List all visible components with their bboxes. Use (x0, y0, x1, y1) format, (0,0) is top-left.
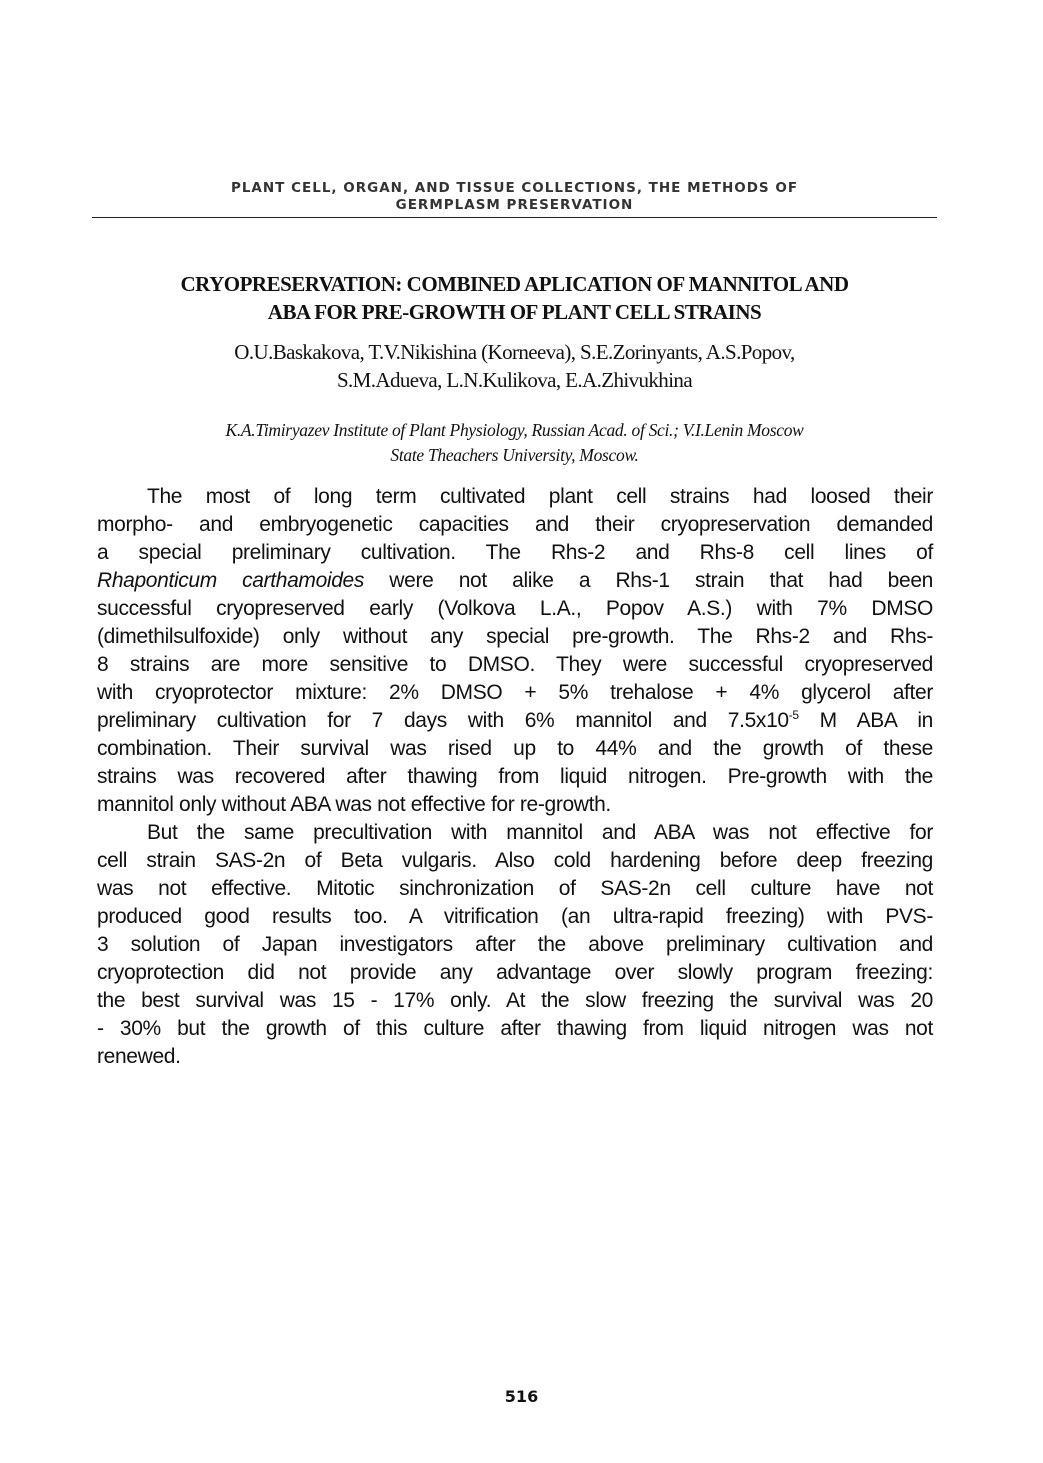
authors-line-1: O.U.Baskakova, T.V.Nikishina (Korneeva), S.E.Zorinyants, A.S.Popov, (234, 340, 795, 364)
p2-line-9: renewed. (97, 1045, 181, 1068)
paragraph-2 (97, 819, 933, 1071)
p1-line-6: (dimethilsulfoxide) only without any special pre-growth. The Rhs-2 and Rhs- (97, 625, 933, 648)
header-rule (92, 217, 937, 218)
p1-line-9-b: M ABA in (798, 709, 933, 732)
p2-line-7: the best survival was 15 - 17% only. At the slow freezing the survival was 20 (97, 989, 933, 1012)
page-number: 516 (504, 1387, 539, 1406)
p1-line-9 (97, 707, 933, 735)
affiliation-line-1: K.A.Timiryazev Institute of Plant Physiology, Russian Acad. of Sci.; V.I.Lenin Moscow (225, 420, 804, 440)
p2-line-8: - 30% but the growth of this culture after thawing from liquid nitrogen was not (97, 1017, 933, 1040)
p1-line-11: strains was recovered after thawing from liquid nitrogen. Pre-growth with the (97, 765, 933, 788)
p1-line-1: The most of long term cultivated plant cell strains had loosed their (147, 485, 933, 508)
running-header-line-1: PLANT CELL, ORGAN, AND TISSUE COLLECTIONS, THE METHODS OF (230, 180, 799, 196)
p2-line-3: was not effective. Mitotic sinchronization of SAS-2n cell culture have not (97, 877, 933, 900)
article-title (92, 270, 937, 326)
exponent: -5 (788, 708, 799, 722)
p2-line-4: produced good results too. A vitrification (an ultra-rapid freezing) with PVS- (97, 905, 933, 928)
affiliation-line-2: State Theachers University, Moscow. (390, 445, 639, 465)
p1-line-2: morpho- and embryogenetic capacities and their cryopreservation demanded (97, 513, 933, 536)
p1-line-8: with cryoprotector mixture: 2% DMSO + 5% trehalose + 4% glycerol after (97, 681, 933, 704)
p1-line-5: successful cryopreserved early (Volkova L.A., Popov A.S.) with 7% DMSO (97, 597, 933, 620)
p2-line-2: cell strain SAS-2n of Beta vulgaris. Also cold hardening before deep freezing (97, 849, 933, 872)
p1-line-7: 8 strains are more sensitive to DMSO. They were successful cryopreserved (97, 653, 933, 676)
running-header-line-2: GERMPLASM PRESERVATION (395, 197, 634, 213)
title-line-2: ABA FOR PRE-GROWTH OF PLANT CELL STRAINS (267, 300, 762, 324)
p1-line-4-rest: were not alike a Rhs-1 strain that had been (364, 569, 934, 592)
running-header (92, 180, 937, 214)
title-line-1: CRYOPRESERVATION: COMBINED APLICATION OF MANNITOL AND (180, 272, 849, 296)
p1-line-9-a: preliminary cultivation for 7 days with 6% mannitol and 7.5x10 (97, 709, 789, 732)
abstract-body (97, 483, 933, 1071)
affiliation (92, 418, 937, 468)
authors-line-2: S.M.Adueva, L.N.Kulikova, E.A.Zhivukhina (336, 368, 693, 392)
paragraph-1 (97, 483, 933, 819)
p1-line-3: a special preliminary cultivation. The Rhs-2 and Rhs-8 cell lines of (97, 541, 933, 564)
p1-line-12: mannitol only without ABA was not effective for re-growth. (97, 793, 611, 816)
species-name: Rhaponticum carthamoides (97, 569, 365, 592)
author-list (92, 338, 937, 394)
p1-line-10: combination. Their survival was rised up to 44% and the growth of these (97, 737, 933, 760)
p1-line-4 (97, 567, 933, 595)
p2-line-6: cryoprotection did not provide any advantage over slowly program freezing: (97, 961, 933, 984)
p2-line-5: 3 solution of Japan investigators after the above preliminary cultivation and (97, 933, 933, 956)
p2-line-1: But the same precultivation with mannitol and ABA was not effective for (147, 821, 933, 844)
